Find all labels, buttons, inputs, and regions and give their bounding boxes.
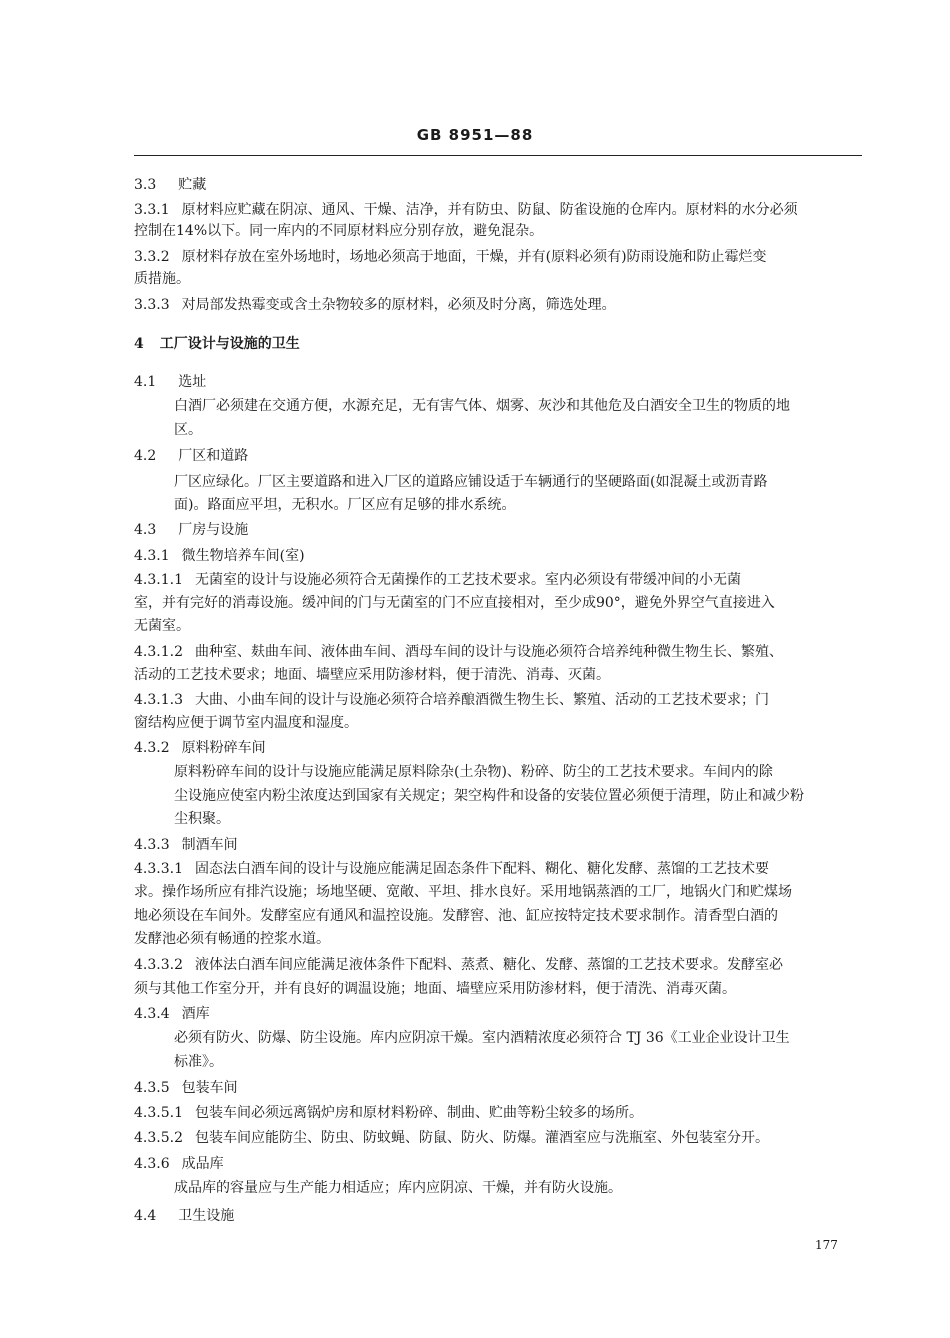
text-line [134,221,543,241]
text-line [134,247,767,267]
clause-text: 液体法白酒车间应能满足液体条件下配料、蒸煮、糖化、发酵、蒸馏的工艺技术要求。发酵室必 [194,957,783,973]
clause-number: 4.4 [134,1208,157,1224]
text-line [134,979,736,999]
text-line [174,420,202,440]
text-line [134,200,798,220]
clause-text: 固态法白酒车间的设计与设施应能满足固态条件下配料、糊化、糖化发酵、蒸馏的工艺技术要 [194,861,769,877]
text-line [134,175,206,195]
text-line [134,835,238,855]
clause-number: 4.3.5 [134,1080,170,1096]
clause-text: 原材料存放在室外场地时，场地必须高于地面，干燥，并有(原料必须有)防雨设施和防止霉烂变 [181,249,767,265]
clause-number: 4.3.5.1 [134,1105,183,1121]
clause-number: 4.3.1.2 [134,644,183,660]
text-line [134,955,783,975]
clause-number: 3.3.2 [134,249,170,265]
text-line [134,882,792,902]
clause-text: 厂区应绿化。厂区主要道路和进入厂区的道路应铺设适于车辆通行的坚硬路面(如混凝土或沥青路 [174,474,768,490]
clause-number: 4.3.4 [134,1006,170,1022]
clause-number: 4.3.6 [134,1156,170,1172]
text-line [134,642,783,662]
clause-text: 制酒车间 [181,837,238,853]
text-line [174,472,767,492]
clause-text: 工厂设计与设施的卫生 [159,336,300,352]
text-line [134,593,775,613]
text-line [134,1128,769,1148]
clause-number: 4.3.1 [134,548,170,564]
text-line [134,906,778,926]
clause-text: 贮藏 [178,177,207,193]
clause-number: 4.3.2 [134,740,170,756]
text-line [174,495,515,515]
text-line [134,738,266,758]
text-line [134,859,769,879]
text-line [134,690,769,710]
clause-text: 控制在14%以下。同一库内的不同原材料应分别存放，避免混杂。 [134,223,544,239]
clause-number: 3.3.3 [134,297,170,313]
clause-text: 室，并有完好的消毒设施。缓冲间的门与无菌室的门不应直接相对，至少成90°，避免外界空气直接进入 [134,595,775,611]
text-line [134,295,616,315]
text-line [134,334,300,354]
clause-text: 求。操作场所应有排汽设施；场地坚硬、宽敞、平坦、排水良好。采用地锅蒸酒的工厂，地锅火门和贮煤场 [134,884,792,900]
clause-number: 4.2 [134,448,157,464]
clause-number: 4.3.3.1 [134,861,183,877]
clause-text: 包装车间应能防尘、防虫、防蚊蝇、防鼠、防火、防爆。灌酒室应与洗瓶室、外包装室分开。 [194,1130,769,1146]
clause-text: 成品库的容量应与生产能力相适应；库内应阴凉、干燥，并有防火设施。 [174,1180,622,1196]
text-line [174,809,230,829]
clause-number: 4 [134,336,144,352]
clause-text: 酒库 [181,1006,210,1022]
clause-text: 必须有防火、防爆、防尘设施。库内应阴凉干燥。室内酒精浓度必须符合 TJ 36《工业企业设计卫生 [174,1030,790,1046]
page-number: 177 [815,1238,838,1252]
clause-text: 面)。路面应平坦，无积水。厂区应有足够的排水系统。 [174,497,516,513]
clause-text: 成品库 [181,1156,224,1172]
clause-text: 曲种室、麸曲车间、液体曲车间、酒母车间的设计与设施必须符合培养纯种微生物生长、繁殖、 [194,644,783,660]
text-line [174,1178,622,1198]
clause-number: 4.1 [134,374,157,390]
document-header: GB 8951—88 [416,126,534,144]
clause-number: 4.3.3.2 [134,957,183,973]
clause-text: 原料粉碎车间 [181,740,266,756]
text-line [174,786,804,806]
text-line [174,1052,223,1072]
clause-text: 原材料应贮藏在阴凉、通风、干燥、洁净，并有防虫、防鼠、防雀设施的仓库内。原材料的水分必须 [181,202,798,218]
text-line [134,546,305,566]
text-line [134,1154,224,1174]
text-line [134,1103,643,1123]
clause-text: 无菌室的设计与设施必须符合无菌操作的工艺技术要求。室内必须设有带缓冲间的小无菌 [194,572,741,588]
clause-text: 卫生设施 [178,1208,235,1224]
clause-text: 尘积聚。 [174,811,230,827]
clause-text: 原料粉碎车间的设计与设施应能满足原料除杂(土杂物)、粉碎、防尘的工艺技术要求。车间内的除 [174,764,773,780]
text-line [174,396,790,416]
text-line [134,616,190,636]
clause-number: 4.3.1.1 [134,572,183,588]
text-line [134,1004,210,1024]
text-line [134,570,741,590]
text-line [134,929,330,949]
clause-text: 地必须设在车间外。发酵室应有通风和温控设施。发酵窖、池、缸应按特定技术要求制作。清香型白酒的 [134,908,778,924]
text-line [134,1078,238,1098]
clause-text: 大曲、小曲车间的设计与设施必须符合培养酿酒微生物生长、繁殖、活动的工艺技术要求；门 [194,692,769,708]
clause-text: 标准》。 [174,1054,223,1070]
clause-text: 厂房与设施 [178,522,249,538]
clause-number: 3.3 [134,177,157,193]
clause-text: 微生物培养车间(室) [181,548,305,564]
clause-number: 4.3.1.3 [134,692,183,708]
clause-text: 包装车间必须远离锅炉房和原材料粉碎、制曲、贮曲等粉尘较多的场所。 [194,1105,643,1121]
text-line [134,446,248,466]
clause-text: 尘设施应使室内粉尘浓度达到国家有关规定；架空构件和设备的安装位置必须便于清理，防止和减少粉 [174,788,804,804]
clause-text: 须与其他工作室分开，并有良好的调温设施；地面、墙壁应采用防渗材料，便于清洗、消毒灭菌。 [134,981,736,997]
clause-text: 包装车间 [181,1080,238,1096]
clause-number: 3.3.1 [134,202,170,218]
clause-text: 质措施。 [134,271,190,287]
clause-text: 选址 [178,374,207,390]
clause-text: 区。 [174,422,202,438]
clause-text: 发酵池必须有畅通的控浆水道。 [134,931,330,947]
text-line [134,665,610,685]
clause-text: 窗结构应便于调节室内温度和湿度。 [134,715,358,731]
clause-text: 无菌室。 [134,618,190,634]
text-line [174,1028,790,1048]
text-line [134,372,206,392]
clause-number: 4.3.3 [134,837,170,853]
clause-text: 白酒厂必须建在交通方便，水源充足，无有害气体、烟雾、灰沙和其他危及白酒安全卫生的物质的地 [174,398,790,414]
clause-number: 4.3 [134,522,157,538]
text-line [134,269,190,289]
clause-text: 厂区和道路 [178,448,249,464]
text-line [134,713,358,733]
clause-text: 活动的工艺技术要求；地面、墙壁应采用防渗材料，便于清洗、消毒、灭菌。 [134,667,610,683]
text-line [174,762,773,782]
clause-text: 对局部发热霉变或含土杂物较多的原材料，必须及时分离，筛选处理。 [181,297,616,313]
text-line [134,1206,234,1226]
clause-number: 4.3.5.2 [134,1130,183,1146]
header-rule [134,155,862,156]
text-line [134,520,248,540]
